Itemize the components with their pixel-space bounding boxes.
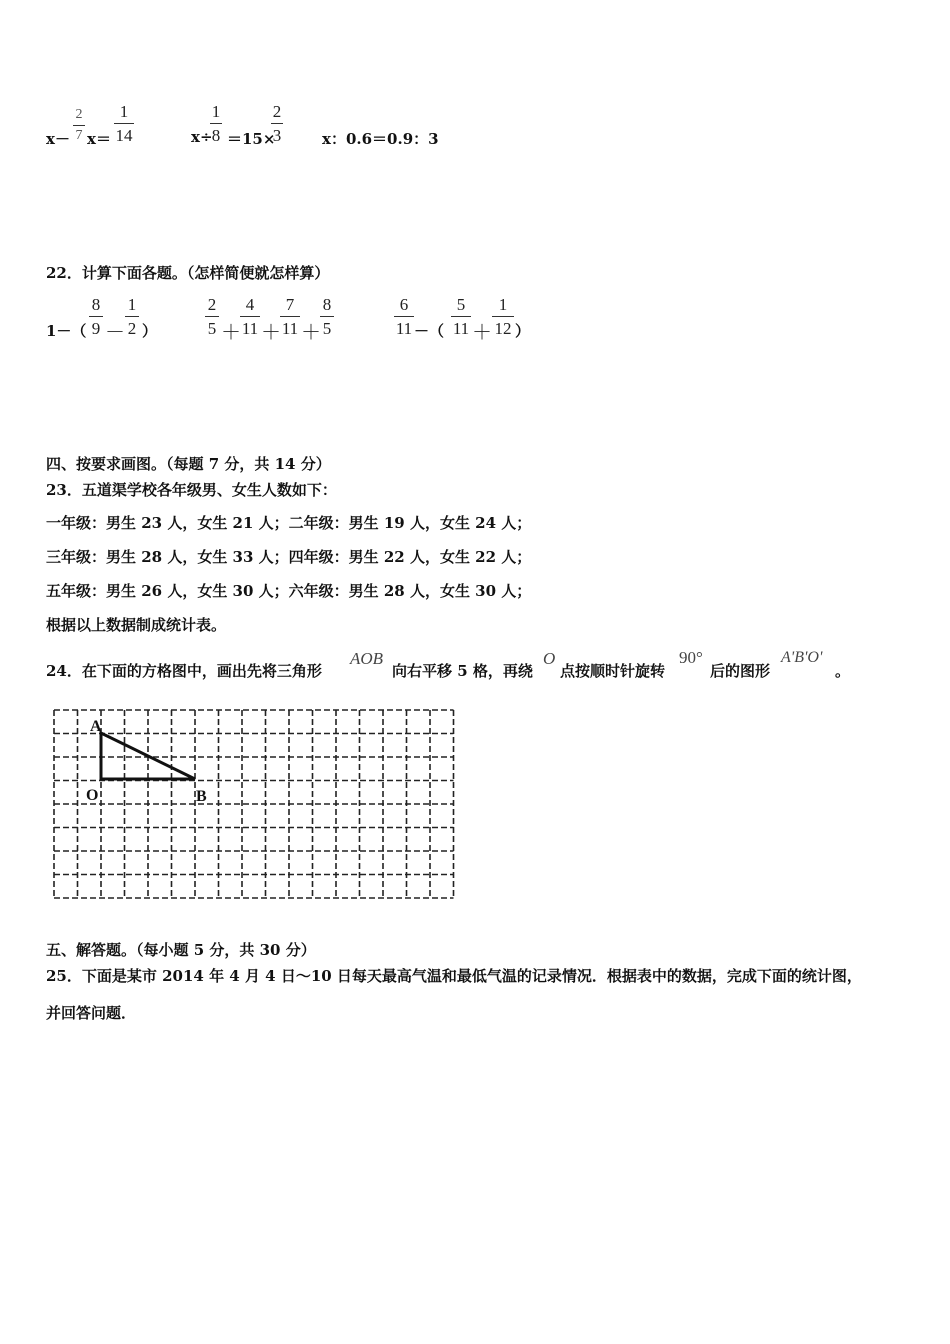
q25-line-1: 25．下面是某市 2014 年 4 月 4 日～10 日每天最高气温和最低气温的记录情况．根据表中的数据，完成下面的统计图， <box>46 967 862 985</box>
c3-frac3-num: 1 <box>498 295 508 314</box>
eq2-prefix: x÷ <box>191 128 213 146</box>
c2-frac2-den: 11 <box>241 319 259 338</box>
eq1-frac-num: 2 <box>75 107 83 122</box>
c2-frac1-den: 5 <box>207 319 217 338</box>
q23-line-4: 根据以上数据制成统计表。 <box>46 616 227 634</box>
c2-frac4-den: 5 <box>322 319 332 338</box>
c3-op: －（ <box>414 322 445 340</box>
q23-title: 23．五道渠学校各年级男、女生人数如下： <box>46 481 337 499</box>
c1-close: ） <box>142 322 158 340</box>
c2-op3: ＋ <box>301 322 321 344</box>
c3-frac2-num: 5 <box>456 295 466 314</box>
c2-frac4-num: 8 <box>322 295 332 314</box>
q23-line-1: 一年级：男生 23 人，女生 21 人；二年级：男生 19 人，女生 24 人； <box>46 514 532 532</box>
q23-line-2: 三年级：男生 28 人，女生 33 人；四年级：男生 22 人，女生 22 人； <box>46 548 532 566</box>
eq1-frac-den: 7 <box>75 128 83 143</box>
c3-frac3 <box>492 296 514 337</box>
q24-text-1: 24．在下面的方格图中，画出先将三角形 <box>46 662 322 680</box>
c3-frac2-den: 11 <box>452 319 470 338</box>
label-a: A <box>90 718 102 735</box>
q24-text-4: 后的图形 <box>710 662 771 680</box>
q24-math-aob: AOB <box>350 649 384 668</box>
c2-frac1 <box>205 296 219 337</box>
q24-text-3: 点按顺时针旋转 <box>560 662 666 680</box>
c1-frac2-den: 2 <box>127 319 137 338</box>
c2-op2: ＋ <box>261 322 281 344</box>
eq2-rhs-num: 2 <box>272 102 282 121</box>
eq1-fraction <box>73 108 85 143</box>
c2-frac3 <box>280 296 300 337</box>
c3-frac1 <box>394 296 414 337</box>
q24-text-2: 向右平移 5 格，再绕 <box>392 662 533 680</box>
q24-math-aprime: A'B'O' <box>781 649 823 666</box>
section-5-heading: 五、解答题。（每小题 5 分，共 30 分） <box>46 941 316 959</box>
q24-math-90: 90° <box>679 648 703 667</box>
c3-frac2 <box>451 296 471 337</box>
c1-frac2-num: 1 <box>127 295 137 314</box>
c2-frac3-num: 7 <box>285 295 295 314</box>
q24-math-o: O <box>543 649 556 668</box>
section-4-heading: 四、按要求画图。（每题 7 分，共 14 分） <box>46 455 331 473</box>
q23-line-3: 五年级：男生 26 人，女生 30 人；六年级：男生 28 人，女生 30 人； <box>46 582 532 600</box>
c1-frac1-den: 9 <box>91 319 101 338</box>
c1-op: － <box>105 322 125 344</box>
eq3: x：0.6＝0.9：3 <box>322 130 439 148</box>
c3-close: ） <box>515 322 531 340</box>
eq2-fraction <box>210 103 222 144</box>
c2-op1: ＋ <box>221 322 241 344</box>
c3-frac1-den: 11 <box>395 319 413 338</box>
c2-frac2 <box>240 296 260 337</box>
c1-frac2 <box>125 296 139 337</box>
eq2-rhs-den: 3 <box>272 126 282 145</box>
c3-frac1-num: 6 <box>399 295 409 314</box>
eq2-mid: ＝15× <box>227 130 276 148</box>
c1-prefix: 1－（ <box>46 322 87 340</box>
c2-frac1-num: 2 <box>207 295 217 314</box>
grid-figure <box>46 704 458 900</box>
c1-frac1 <box>89 296 103 337</box>
c2-frac4 <box>320 296 334 337</box>
label-o: O <box>86 787 99 804</box>
c1-frac1-num: 8 <box>91 295 101 314</box>
c3-op2: ＋ <box>472 322 492 344</box>
eq1-rhs-num: 1 <box>119 102 129 121</box>
q22-title: 22．计算下面各题。（怎样简便就怎样算） <box>46 264 330 282</box>
eq2-rhs-fraction <box>271 103 283 144</box>
q25-line-2: 并回答问题． <box>46 1004 137 1022</box>
c2-frac3-den: 11 <box>281 319 299 338</box>
c2-frac2-num: 4 <box>245 295 255 314</box>
eq1-prefix: x－ <box>46 130 70 148</box>
eq1-rhs-fraction <box>114 103 134 144</box>
eq1-mid: x＝ <box>87 130 111 148</box>
eq2-frac-den: 8 <box>211 126 221 145</box>
q24-text-5: 。 <box>835 662 851 680</box>
eq1-rhs-den: 14 <box>115 126 133 145</box>
label-b: B <box>196 788 207 805</box>
c3-frac3-den: 12 <box>494 319 512 338</box>
eq2-frac-num: 1 <box>211 102 221 121</box>
